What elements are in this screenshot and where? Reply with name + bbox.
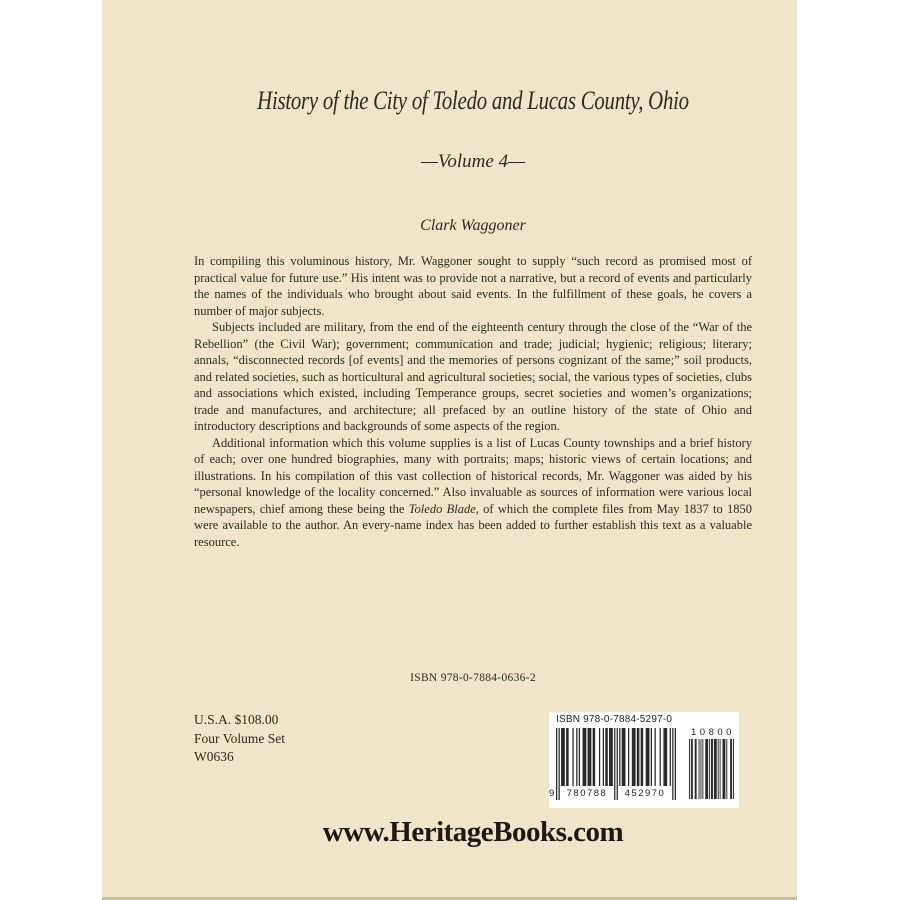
publisher-website: www.HeritageBooks.com [322, 816, 624, 848]
barcode-digits-left: 780788 [566, 788, 608, 799]
book-title: History of the City of Toledo and Lucas County, Ohio [257, 86, 689, 115]
isbn-center-text: ISBN 978-0-7884-0636-2 [410, 672, 536, 684]
price-block [194, 711, 285, 767]
book-description [194, 253, 752, 550]
description-paragraph-3 [194, 435, 752, 551]
barcode-isbn-label: ISBN 978-0-7884-5297-0 [556, 714, 673, 725]
ean5-addon-barcode [688, 727, 734, 804]
addon-digits: 10800 [691, 727, 735, 738]
item-code-text: W0636 [194, 749, 234, 764]
volume-set-text: Four Volume Set [194, 730, 286, 746]
price-text: U.S.A. $108.00 [194, 712, 279, 727]
barcode-digits-right: 452970 [624, 788, 666, 799]
description-paragraph-2: Subjects included are military, from the end of the eighteenth century through the close of the “War of the Rebellion” (the Civil War); government; communication and trade; judicial; hygienic; religious; literary; annals, “disconnected records [of events] and the memories of persons cognizant of the same;” soil products, and related societies, such as horticultural and agricultural societies; social, the various types of societies, clubs and associations which existed, including Temperance groups, secret societies and women’s organizations; trade and manufactures, and architecture; all prefaced by an outline history of the state of Ohio and introductory descriptions and backgrounds of some aspects of the region. [194, 320, 752, 433]
author-name: Clark Waggoner [420, 217, 526, 234]
ean13-barcode [549, 728, 676, 800]
book-back-cover [102, 0, 797, 900]
volume-label: —Volume 4— [421, 151, 525, 172]
newspaper-title: Toledo Blade [408, 501, 476, 516]
barcode-digit-lead: 9 [549, 788, 555, 799]
paragraph-3-text: Additional information which this volume supplies is a list of Lucas County townships and a brief history of each; over one hundred biographies, many with portraits; maps; historic views of certain locations; and illustrations. In his compilation of this vast collection of historical records, Mr. Waggoner was aided by his “personal knowledge of the locality concerned.” Also invaluable as sources of information were various local newspapers, chief among these being the [194, 435, 752, 516]
addon-bars [688, 739, 734, 799]
description-paragraph-1: In compiling this voluminous history, Mr. Waggoner sought to supply “such record as promised most of practical value for future use.” His intent was to provide not a narrative, but a record of events and particularly the names of the individuals who brought about said events. In the fulfillment of these goals, he covers a number of major subjects. [194, 254, 752, 318]
barcode-panel [549, 712, 739, 808]
paragraph-3-text-end: , of which the complete files from May 1837 to 1850 were available to the author. An every-name index has been added to further establish this text as a valuable resource. [194, 501, 753, 549]
